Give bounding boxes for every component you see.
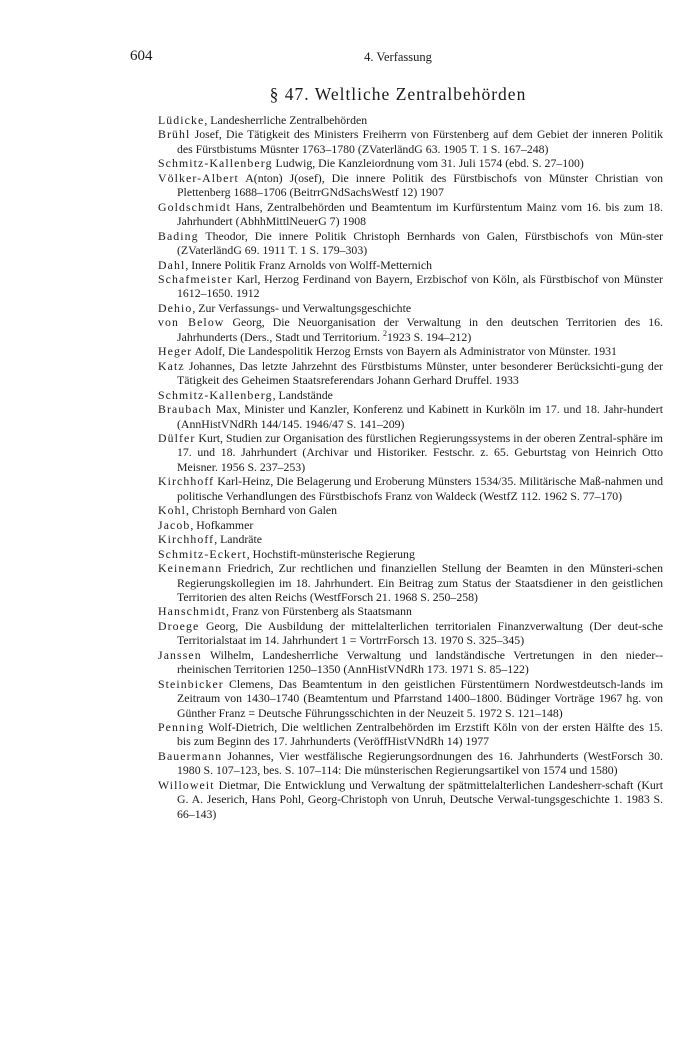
bibliography-entry [158,474,663,503]
entry-author: Kirchhoff [158,474,215,489]
bibliography-entry [158,561,663,604]
entry-text: , Christoph Bernhard von Galen [186,503,338,518]
entry-text: , Zur Verfassungs- und Verwaltungsgeschichte [192,300,412,315]
entry-author: Lüdicke [158,113,205,127]
entry-author: Braubach [158,402,213,417]
entry-text: A(nton) J(osef), Die innere Politik des Fürstbischofs von Münster Christian von Plettenberg 1688–1706 (BeitrrGNdSachsWestf 12) 1907 [177,170,663,200]
entry-text: Kurt, Studien zur Organisation des fürstlichen Regierungssystems in der oberen Zentral-sphäre im 17. und 18. Jahrhundert (Archivar und Historiker. Festschr. z. 65. Geburtstag von Heinrich Otto Meisner. 1956 S. 237–253) [177,430,663,474]
entry-text: Dietmar, Die Entwicklung und Verwaltung der spätmittelalterlichen Landesherr-schaft (Kurt G. A. Jeserich, Hans Pohl, Georg-Christoph von Unruh, Deutsche Verwal-tungsgeschichte 1. 1983 S. 66–143) [177,777,663,821]
bibliography-entry [158,402,663,431]
entry-author: Bauermann [158,748,223,763]
entry-text: Friedrich, Zur rechtlichen und finanziellen Stellung der Beamten in den Münsteri-schen Regierungskollegien im 18. Jahrhundert. Ein Beitrag zum Status der Staatsdiener in den geistlichen Territorien des alten Reichs (WestfForsch 21. 1968 S. 250–258) [177,561,663,604]
entry-author: Dehio [158,300,193,315]
entry-text: , Innere Politik Franz Arnolds von Wolff-Metternich [185,257,432,272]
entry-author: Kirchhoff [158,532,215,547]
bibliography-entry [158,315,663,344]
bibliography-entry [158,113,663,127]
entry-text: , Hofkammer [190,517,254,532]
entry-text: , Franz von Fürstenberg als Staatsmann [226,604,412,619]
bibliography-entry [158,604,663,618]
bibliography-entry [158,518,663,532]
entry-text: Max, Minister und Kanzler, Konferenz und Kabinett in Kurköln im 17. und 18. Jahr-hundert (AnnHistVNdRh 144/145. 1946/47 S. 141–209) [177,402,663,431]
entry-author: Katz [158,358,185,373]
entry-text: Georg, Die Ausbildung der mittelalterlichen territorialen Finanzverwaltung (Der deut-sche Territorialstaat im 14. Jahrhundert 1 = VortrrForsch 13. 1970 S. 325–345) [177,618,663,648]
entry-author: Droege [158,618,200,633]
section-title: § 47. Weltliche Zentralbehörden [269,84,527,104]
bibliography-entry [158,272,663,301]
bibliography-entry [158,648,663,677]
entry-author: Bading [158,228,199,243]
entry-text: Theodor, Die innere Politik Christoph Bernhards von Galen, Fürstbischofs von Mün-ster (ZVaterländG 69. 1911 T. 1 S. 179–303) [177,228,663,258]
bibliography-entry [158,431,663,474]
entry-text: Karl-Heinz, Die Belagerung und Eroberung Münsters 1534/35. Militärische Maß-nahmen und politische Verhandlungen des Fürstbischofs Franz von Waldeck (WestfZ 112. 1962 S. 77–170) [177,474,663,503]
entry-author: Schmitz-Eckert [158,546,247,561]
bibliography-entry [158,229,663,258]
entry-author: Dahl [158,257,186,272]
entry-author: Kohl [158,503,186,518]
page-number: 604 [130,48,153,64]
bibliography-entry [158,127,663,156]
bibliography-entry [158,677,663,720]
entry-author: Keinemann [158,561,223,576]
entry-text: Karl, Herzog Ferdinand von Bayern, Erzbischof von Köln, als Fürstbischof von Münster 1612–1650. 1912 [177,271,663,301]
entry-author: Heger [158,344,193,359]
bibliography-entry [158,547,663,561]
entry-author: Schmitz-Kallenberg [158,156,273,171]
entry-text: Wilhelm, Landesherrliche Verwaltung und landständische Vertretungen in den nieder-rheinischen Territorien 1250–1350 (AnnHistVNdRh 173. 1971 S. 85–122) [177,647,663,677]
bibliography-entry [158,258,663,272]
entry-author: von Below [158,315,225,330]
entry-text: , Hochstift-münsterische Regierung [246,546,415,561]
entry-text: Hans, Zentralbehörden und Beamtentum im Kurfürstentum Mainz vom 16. bis zum 18. Jahrhundert (AbhhMittlNeuerG 7) 1908 [177,199,663,229]
entry-text: Georg, Die Neuorganisation der Verwaltung in den deutschen Territorien des 16. Jahrhunderts (Ders., Stadt und Territorium. $^2$1923 S. 194–212) [177,315,663,344]
bibliography-entry [158,344,663,358]
entry-text: Ludwig, Die Kanzleiordnung vom 31. Juli 1574 (ebd. S. 27–100) [272,156,584,171]
entry-author: Dülfer [158,430,196,445]
bibliography-list [158,113,663,821]
entry-author: Schafmeister [158,271,233,286]
bibliography-entry [158,359,663,388]
entry-author: Penning [158,720,205,735]
bibliography-entry [158,156,663,170]
entry-text: Adolf, Die Landespolitik Herzog Ernsts von Bayern als Administrator von Münster. 1931 [192,344,617,359]
entry-author: Janssen [158,647,202,662]
bibliography-entry [158,388,663,402]
bibliography-entry [158,503,663,517]
running-head: 4. Verfassung [364,50,432,64]
bibliography-entry [158,171,663,200]
entry-text: Clemens, Das Beamtentum in den geistlichen Fürstentümern Nordwestdeutsch-lands im Zeitraum von 1430–1740 (Beamtentum und Pfarrstand 1400–1800. Büdinger Vorträge 1967 hg. von Günther Franz = Deutsche Führungsschichten in der Neuzeit 5. 1972 S. 121–148) [177,676,663,720]
entry-text: Johannes, Das letzte Jahrzehnt des Fürstbistums Münster, unter besonderer Berücksichti-gung der Tätigkeit des Geheimen Staatsreferendars Johann Gerhard Druffel. 1933 [177,358,663,388]
entry-author: Jacob [158,517,191,532]
entry-text: Josef, Die Tätigkeit des Ministers Freiherrn von Fürstenberg auf dem Gebiet der inneren Politik des Fürstbistums Müsnter 1763–1780 (ZVaterländG 63. 1905 T. 1 S. 167–248) [177,127,663,156]
bibliography-entry [158,200,663,229]
entry-author: Willoweit [158,777,215,792]
entry-text: , Landesherrliche Zentralbehörden [204,113,368,127]
entry-text: Johannes, Vier westfälische Regierungsordnungen des 16. Jahrhunderts (WestForsch 30. 1980 S. 107–123, bes. S. 107–114: Die münsterischen Regierungsartikel von 1574 und 1580) [177,748,663,778]
entry-author: Steinbicker [158,676,224,691]
entry-author: Goldschmidt [158,199,232,214]
bibliography-entry [158,749,663,778]
bibliography-entry [158,778,663,821]
bibliography-entry [158,301,663,315]
bibliography-entry [158,619,663,648]
entry-text: , Landräte [214,532,263,547]
entry-text: , Landstände [272,387,333,402]
entry-author: Völker-Albert [158,170,239,185]
entry-author: Schmitz-Kallenberg [158,387,273,402]
entry-text: Wolf-Dietrich, Die weltlichen Zentralbehörden im Erzstift Köln von der ersten Hälfte des 15. bis zum Beginn des 17. Jahrhunderts (VeröffHistVNdRh 14) 1977 [177,720,663,749]
entry-author: Hanschmidt [158,604,227,619]
bibliography-entry [158,720,663,749]
entry-author: Brühl [158,127,191,142]
bibliography-entry [158,532,663,546]
